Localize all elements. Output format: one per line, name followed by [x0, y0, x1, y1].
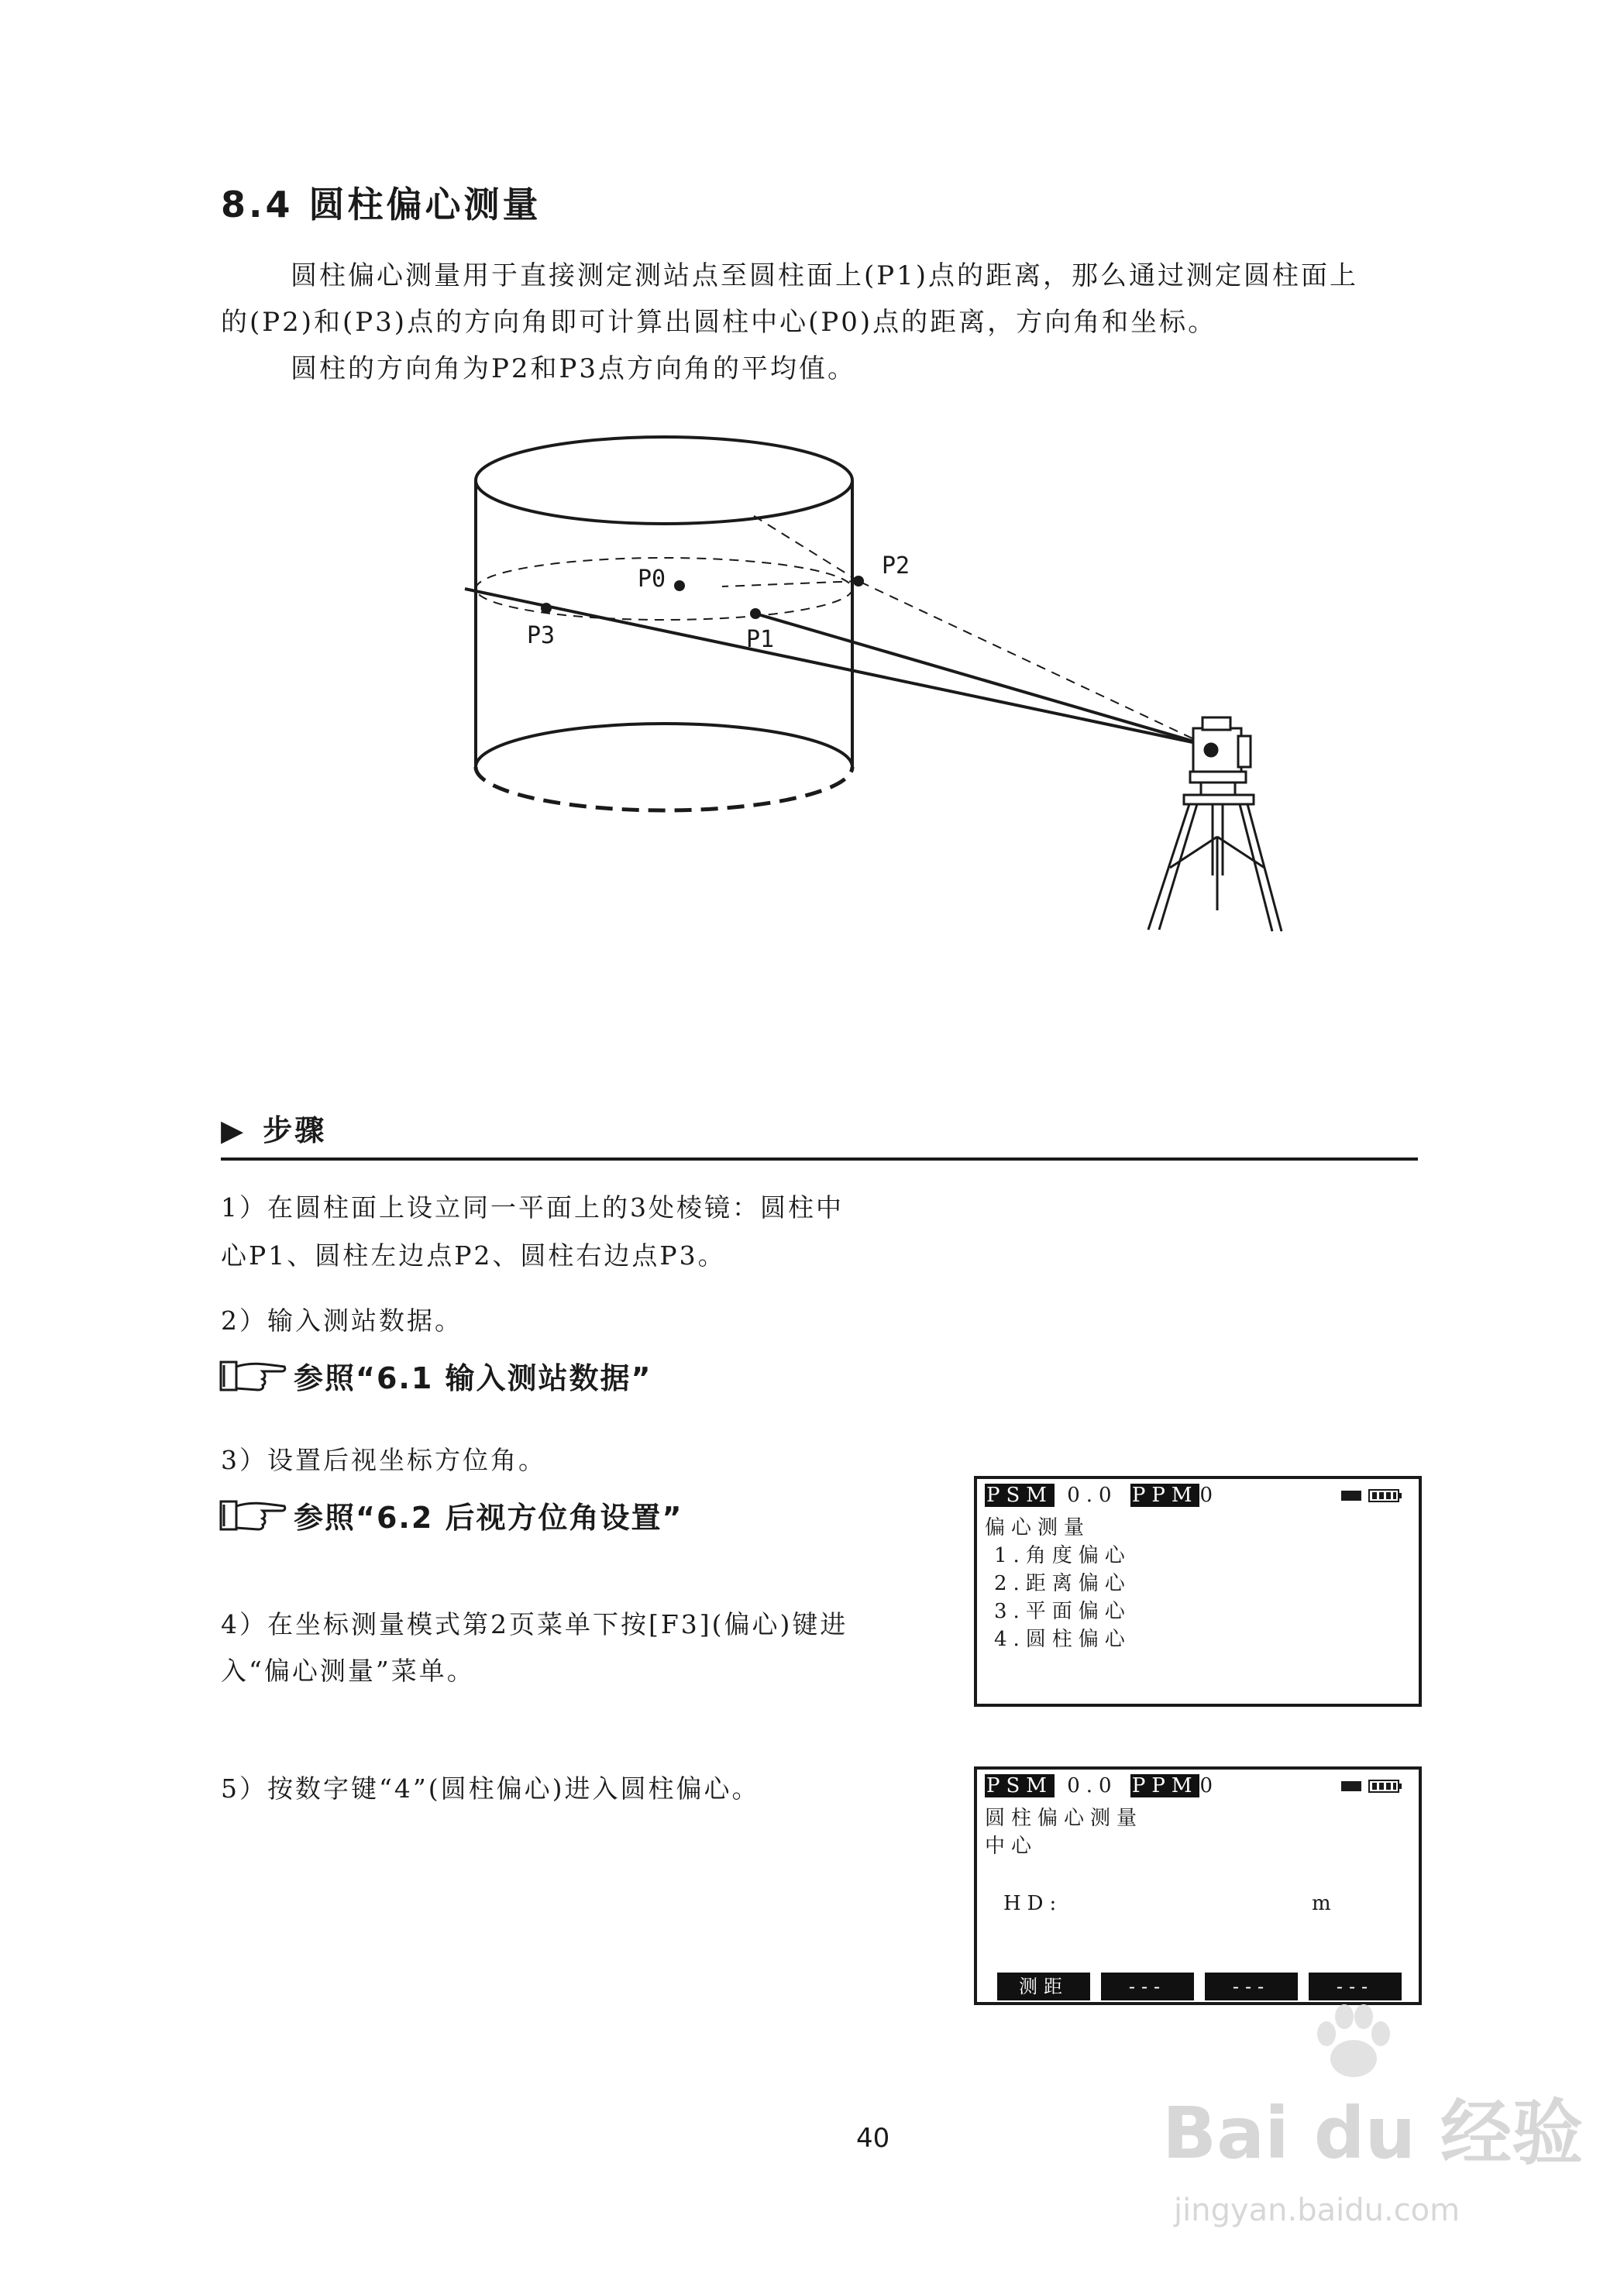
battery-icon — [1341, 1779, 1403, 1794]
ppm-value: 0 — [1199, 1774, 1219, 1797]
pointing-hand-icon — [219, 1497, 287, 1534]
ppm-value: 0 — [1199, 1484, 1219, 1507]
point-p0 — [674, 580, 685, 591]
page-number: 40 — [856, 2123, 890, 2154]
sight-line-p0 — [722, 581, 858, 586]
menu-item-distance-offset[interactable]: 2.距离偏心 — [994, 1572, 1131, 1595]
softkey-f4[interactable]: --- — [1309, 1973, 1402, 2000]
screen-title: 圆柱偏心测量 — [985, 1807, 1144, 1830]
step-3: 3）设置后视坐标方位角。 — [221, 1445, 546, 1475]
menu-item-plane-offset[interactable]: 3.平面偏心 — [994, 1600, 1131, 1623]
psm-label: PSM — [986, 1774, 1053, 1797]
tripod-icon — [1148, 804, 1282, 931]
step-4-line-2: 入“偏心测量”菜单。 — [221, 1656, 475, 1686]
label-p3: P3 — [527, 622, 556, 649]
step-5: 5）按数字键“4”(圆柱偏心)进入圆柱偏心。 — [221, 1773, 760, 1804]
lcd-screen-offset-menu — [974, 1476, 1422, 1707]
screen-title: 偏心测量 — [985, 1516, 1091, 1539]
steps-divider — [221, 1157, 1418, 1161]
screen-subtitle: 中心 — [985, 1835, 1038, 1858]
softkey-f1-measure[interactable]: 测距 — [997, 1973, 1090, 2000]
intro-line-3: 圆柱的方向角为P2和P3点方向角的平均值。 — [291, 353, 857, 384]
triangle-bullet-icon: ▶ — [221, 1113, 246, 1147]
steps-heading — [221, 1106, 326, 1149]
step-1-line-1: 1）在圆柱面上设立同一平面上的3处棱镜：圆柱中 — [221, 1192, 844, 1223]
softkey-f3[interactable]: --- — [1205, 1973, 1298, 2000]
paw-logo-icon — [1309, 2003, 1395, 2080]
cylinder-bottom-front — [476, 767, 852, 810]
step-1-line-2: 心P1、圆柱左边点P2、圆柱右边点P3。 — [221, 1240, 726, 1271]
softkey-f2[interactable]: --- — [1101, 1973, 1194, 2000]
psm-value: 0.0 — [1067, 1774, 1118, 1797]
ppm-label: PPM — [1131, 1484, 1199, 1507]
psm-label: PSM — [986, 1484, 1053, 1507]
pointing-hand-icon — [219, 1357, 287, 1395]
label-p2: P2 — [882, 552, 910, 580]
ppm-label: PPM — [1131, 1774, 1199, 1797]
sight-line-p2 — [858, 581, 1207, 745]
cylinder-offset-diagram — [434, 434, 1286, 961]
watermark-url: jingyan.baidu.com — [1174, 2193, 1461, 2228]
intro-line-1: 圆柱偏心测量用于直接测定测站点至圆柱面上(P1)点的距离，那么通过测定圆柱面上 — [291, 260, 1359, 291]
total-station-icon — [1184, 717, 1254, 804]
point-p1 — [750, 608, 761, 619]
intro-line-2: 的(P2)和(P3)点的方向角即可计算出圆柱中心(P0)点的距离，方向角和坐标。 — [221, 307, 1217, 338]
watermark-brand: Bai du 经验 — [1162, 2092, 1584, 2175]
sight-line-p3 — [465, 589, 1207, 745]
label-p0: P0 — [638, 566, 666, 593]
hd-label: HD: — [1003, 1892, 1063, 1915]
step-2: 2）输入测站数据。 — [221, 1305, 463, 1336]
menu-item-column-offset[interactable]: 4.圆柱偏心 — [994, 1628, 1131, 1651]
status-row — [985, 1484, 1219, 1507]
battery-icon — [1341, 1488, 1403, 1504]
cylinder-top — [476, 437, 852, 524]
menu-item-angle-offset[interactable]: 1.角度偏心 — [994, 1544, 1131, 1567]
point-p3 — [541, 603, 552, 614]
cylinder-bottom-back — [476, 724, 852, 767]
reference-6-1-text: 参照“6.1 输入测站数据” — [294, 1361, 652, 1395]
reference-6-2 — [219, 1494, 683, 1536]
lcd-screen-column-offset — [974, 1766, 1422, 2005]
section-title: 8.4 圆柱偏心测量 — [221, 184, 542, 225]
sight-line-upper — [752, 514, 858, 581]
sight-line-p1 — [755, 614, 1207, 745]
psm-value: 0.0 — [1067, 1484, 1118, 1507]
label-p1: P1 — [746, 626, 775, 653]
steps-heading-text: 步骤 — [263, 1113, 327, 1147]
status-row — [985, 1774, 1219, 1797]
step-4-line-1: 4）在坐标测量模式第2页菜单下按[F3](偏心)键进 — [221, 1609, 848, 1639]
hd-unit: m — [1312, 1892, 1337, 1915]
reference-6-2-text: 参照“6.2 后视方位角设置” — [294, 1501, 683, 1535]
reference-6-1 — [219, 1354, 652, 1397]
point-p2 — [853, 576, 864, 586]
